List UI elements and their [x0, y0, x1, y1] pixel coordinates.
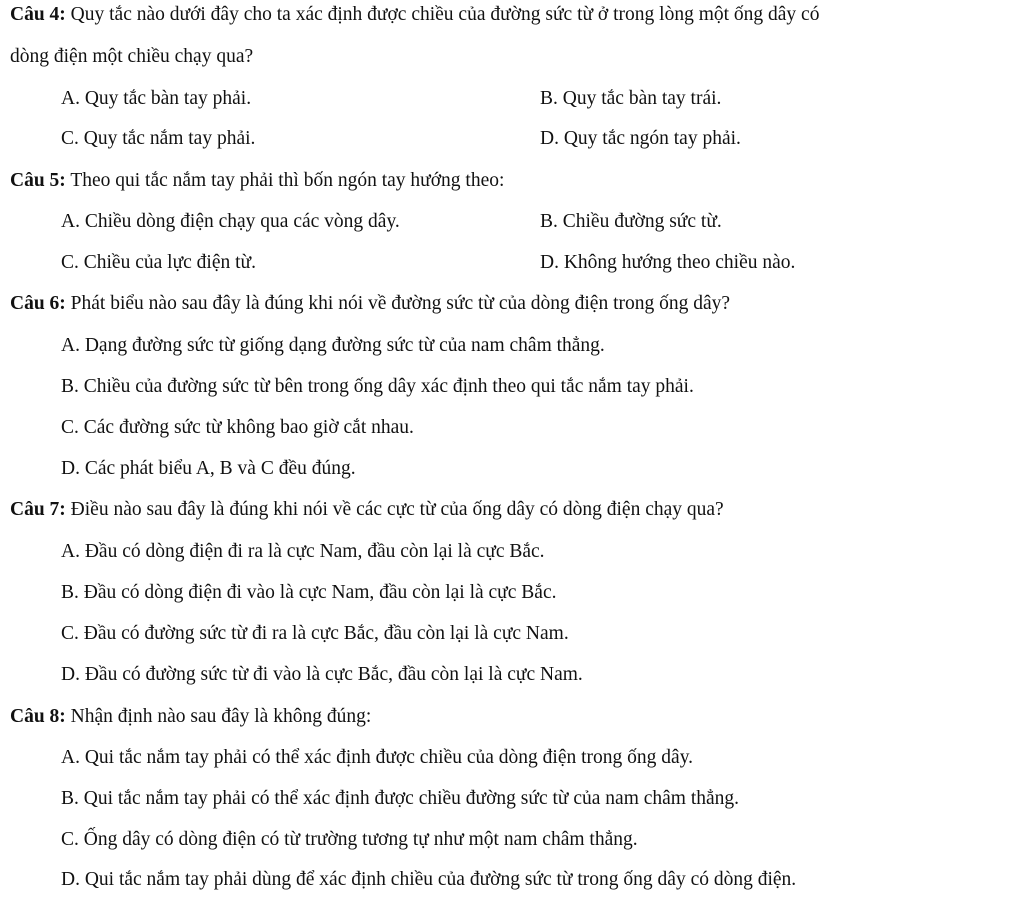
question-6-option-b: B. Chiều của đường sức từ bên trong ống dây xác định theo qui tắc nắm tay phải. [61, 376, 694, 397]
question-8-stem [10, 704, 371, 730]
question-4-option-d: D. Quy tắc ngón tay phải. [540, 128, 741, 149]
question-7-option-d: D. Đầu có đường sức từ đi vào là cực Bắc, đầu còn lại là cực Nam. [61, 664, 583, 685]
question-text: Quy tắc nào dưới đây cho ta xác định được chiều của đường sức từ ở trong lòng một ống dây có [65, 4, 820, 25]
question-7-stem [10, 497, 724, 523]
question-5-option-c: C. Chiều của lực điện từ. [61, 252, 256, 273]
question-text: Theo qui tắc nắm tay phải thì bốn ngón tay hướng theo: [65, 170, 505, 191]
question-4-option-c: C. Quy tắc nắm tay phải. [61, 128, 256, 149]
question-label: Câu 7: [10, 499, 66, 520]
question-8-option-c: C. Ống dây có dòng điện có từ trường tương tự như một nam châm thẳng. [61, 829, 638, 850]
question-6-option-d: D. Các phát biểu A, B và C đều đúng. [61, 458, 356, 479]
question-4-option-a: A. Quy tắc bàn tay phải. [61, 88, 252, 109]
question-6-option-c: C. Các đường sức từ không bao giờ cắt nhau. [61, 417, 414, 438]
question-8-option-b: B. Qui tắc nắm tay phải có thể xác định được chiều đường sức từ của nam châm thẳng. [61, 788, 740, 809]
question-5-option-a: A. Chiều dòng điện chạy qua các vòng dây. [61, 211, 400, 232]
question-7-option-c: C. Đầu có đường sức từ đi ra là cực Bắc, đầu còn lại là cực Nam. [61, 623, 569, 644]
question-4-stem [10, 2, 819, 28]
question-text: Điều nào sau đây là đúng khi nói về các cực từ của ống dây có dòng điện chạy qua? [65, 499, 724, 520]
question-8-option-a: A. Qui tắc nắm tay phải có thể xác định được chiều của dòng điện trong ống dây. [61, 747, 694, 768]
question-5-option-d: D. Không hướng theo chiều nào. [540, 252, 796, 273]
question-7-option-b: B. Đầu có dòng điện đi vào là cực Nam, đầu còn lại là cực Bắc. [61, 582, 557, 603]
question-text: Phát biểu nào sau đây là đúng khi nói về đường sức từ của dòng điện trong ống dây? [65, 293, 731, 314]
question-label: Câu 4: [10, 4, 66, 25]
question-label: Câu 6: [10, 293, 66, 314]
question-label: Câu 5: [10, 170, 66, 191]
question-5-option-b: B. Chiều đường sức từ. [540, 211, 722, 232]
question-4-stem-continued: dòng điện một chiều chạy qua? [10, 46, 254, 67]
question-8-option-d: D. Qui tắc nắm tay phải dùng để xác định chiều của đường sức từ trong ống dây có dòng điện. [61, 869, 797, 890]
question-6-option-a: A. Dạng đường sức từ giống dạng đường sức từ của nam châm thẳng. [61, 335, 605, 356]
question-5-stem [10, 168, 504, 194]
question-7-option-a: A. Đầu có dòng điện đi ra là cực Nam, đầu còn lại là cực Bắc. [61, 541, 545, 562]
question-6-stem [10, 291, 730, 317]
question-text: Nhận định nào sau đây là không đúng: [65, 706, 372, 727]
question-4-option-b: B. Quy tắc bàn tay trái. [540, 88, 722, 109]
question-label: Câu 8: [10, 706, 66, 727]
